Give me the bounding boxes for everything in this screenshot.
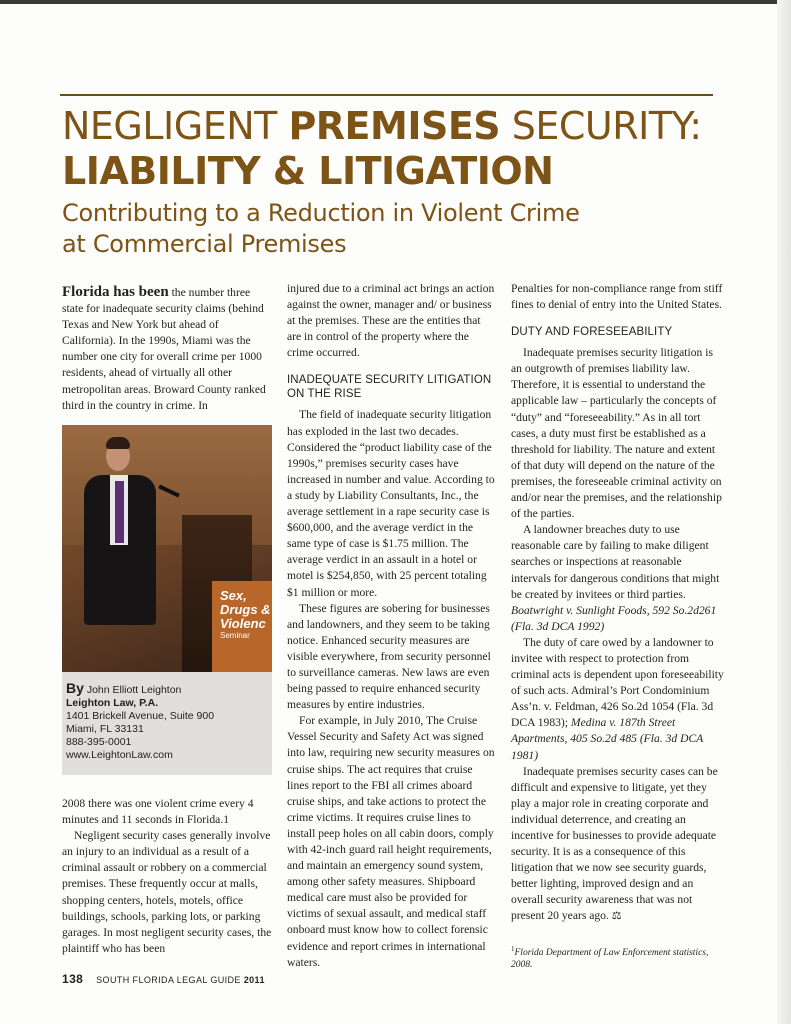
body-paragraph: A landowner breaches duty to use reasonable care by failing to make diligent searches or inspections at reasonable intervals for dangerous conditions that might be created by invitees or third parties. Boatwright v. Sunlight Foods, 592 So.2d261 (Fla. 3d DCA 1992) — [511, 523, 720, 633]
body-paragraph: Negligent security cases generally involve an injury to an individual as a result of a criminal assault or robbery on a commercial premises. These frequently occur at malls, shopping centers, hotels, motels, office buildings, schools, parking lots, or parking garages. In most negligent security cases, the plaintiff who has been — [62, 829, 272, 955]
headline-emphasis: PREMISES — [288, 104, 501, 148]
body-paragraph: These figures are sobering for businesses and landowners, and they seem to be taking notice. Enhanced security measures are visible everywhere, from security personnel to surveillance cameras. New laws are even being passed to require enhanced security measures by entire industries. — [287, 601, 491, 712]
firm-city: Miami, FL 33131 — [66, 723, 144, 735]
body-paragraph: For example, in July 2010, The Cruise Vessel Security and Safety Act was signed into law, requiring new security measures on cruise ships. The act requires that cruise lines report to the FBI all crimes aboard cruise ships, and take actions to protect the crime victims. It requires cruise lines to install peep holes on all cabin doors, comply with 42-inch guard rail height requirements, and maintain an emergency sound system, among other safety measures. Shipboard medical care must also be provided for victims of sexual assault, and medical staff onboard must know how to collect forensic evidence and report crimes in international waters. — [287, 714, 495, 969]
case-citation: Boatwright v. Sunlight Foods, 592 So.2d261 (Fla. 3d DCA 1992) — [511, 603, 717, 633]
footnote: $^1$Florida Department of Law Enforcement statistics, 2008. — [511, 944, 709, 970]
headline-line-2: LIABILITY & LITIGATION — [62, 149, 554, 193]
firm-name: Leighton Law, P.A. — [66, 697, 159, 709]
section-heading: INADEQUATE SECURITY LITIGATION ON THE RISE — [287, 374, 492, 401]
case-citation: Medina v. 187th Street Apartments, 405 So.2d 485 (Fla. 3d DCA 1981) — [511, 716, 704, 762]
author-photo — [62, 425, 272, 672]
firm-phone: 888-395-0001 — [66, 736, 132, 748]
lead-in: Florida has been — [62, 284, 169, 300]
intro-paragraph: Florida has been the number three state for inadequate security claims (behind Texas and New York but ahead of California). In the 1990s, Miami was the number one city for overall crime per 1000 residents, ahead of virtually all other metropolitan areas. Broward County ranked third in the country in crime. In — [62, 284, 266, 412]
column-2 — [287, 281, 497, 971]
column-1-bottom — [62, 796, 274, 957]
body-paragraph: The duty of care owed by a landowner to invitee with respect to protection from criminal acts is dependent upon foreseeability of such acts. Admiral’s Port Condominium Ass’n. v. Feldman, 426 So.2d 1054 (Fla. 3d DCA 1983); Medina v. 187th Street Apartments, 405 So.2d 485 (Fla. 3d DCA 1981) — [511, 635, 724, 762]
article-subtitle: Contributing to a Reduction in Violent Crime at Commercial Premises — [62, 199, 580, 258]
body-paragraph: 2008 there was one violent crime every 4 minutes and 11 seconds in Florida.1 — [62, 797, 254, 827]
section-heading: DUTY AND FORESEEABILITY — [511, 326, 673, 339]
firm-address: 1401 Brickell Avenue, Suite 900 — [66, 710, 215, 722]
scales-icon: ⚖ — [611, 910, 622, 923]
scan-edge-top — [0, 0, 791, 4]
body-paragraph: Inadequate premises security litigation is an outgrowth of premises liability law. Therefore, it is essential to understand the applicable law – particularly the concepts of “duty” and “foreseeability.” As in all tort cases, a duty must first be established as a threshold for liability. The nature and extent of that duty will depend on the nature of the premises, the foreseeable criminal activity on and/or near the premises, and the relationship of the parties. — [511, 346, 722, 521]
column-1-top — [62, 284, 274, 414]
headline-line-1: NEGLIGENT PREMISES SECURITY: — [62, 104, 702, 148]
body-paragraph: Inadequate premises security cases can be difficult and expensive to litigate, yet they play a major role in creating corporate and individual deterrence, and creating an incentive for businesses to provide adequate security. It is as a consequence of this litigation that we now see security guards, better lighting, improved design and an overall security awareness that was not present 20 years ago. ⚖ — [511, 764, 718, 923]
publication-year: 2011 — [243, 975, 265, 985]
author-name: John Elliott Leighton — [83, 684, 182, 696]
column-3 — [511, 281, 724, 971]
headline-rule — [60, 94, 713, 96]
body-paragraph: Penalties for non-compliance range from stiff fines to denial of entry into the United States. — [511, 282, 723, 312]
firm-website: www.LeightonLaw.com — [66, 749, 173, 761]
scan-edge-right — [777, 0, 791, 1024]
publication-name: SOUTH FLORIDA LEGAL GUIDE — [96, 975, 241, 985]
body-paragraph: The field of inadequate security litigation has exploded in the last two decades. Considered the “product liability case of the 1990s,” premises security cases have increased in number and value. According to a study by Liability Consultants, Inc., the average settlement in a rape security case is $600,000, and the average verdict in the same type of case is $1.75 million. The average verdict in an assault in a hotel or motel is $254,850, with 25 percent totaling $1 million or more. — [287, 408, 495, 599]
seminar-poster: Sex, Drugs & Violenc Seminar — [212, 581, 272, 672]
article-headline — [62, 104, 722, 260]
author-byline: By John Elliott Leighton Leighton Law, P.A. 1401 Brickell Avenue, Suite 900 Miami, FL 33131 888-395-0001 www.LeightonLaw.com — [62, 672, 272, 775]
page-number: 138 — [62, 972, 84, 986]
body-paragraph: injured due to a criminal act brings an action against the owner, manager and/ or business at the premises. These are the entities that are in control of the property where the crime occurred. — [287, 282, 495, 360]
page-footer — [62, 972, 265, 986]
